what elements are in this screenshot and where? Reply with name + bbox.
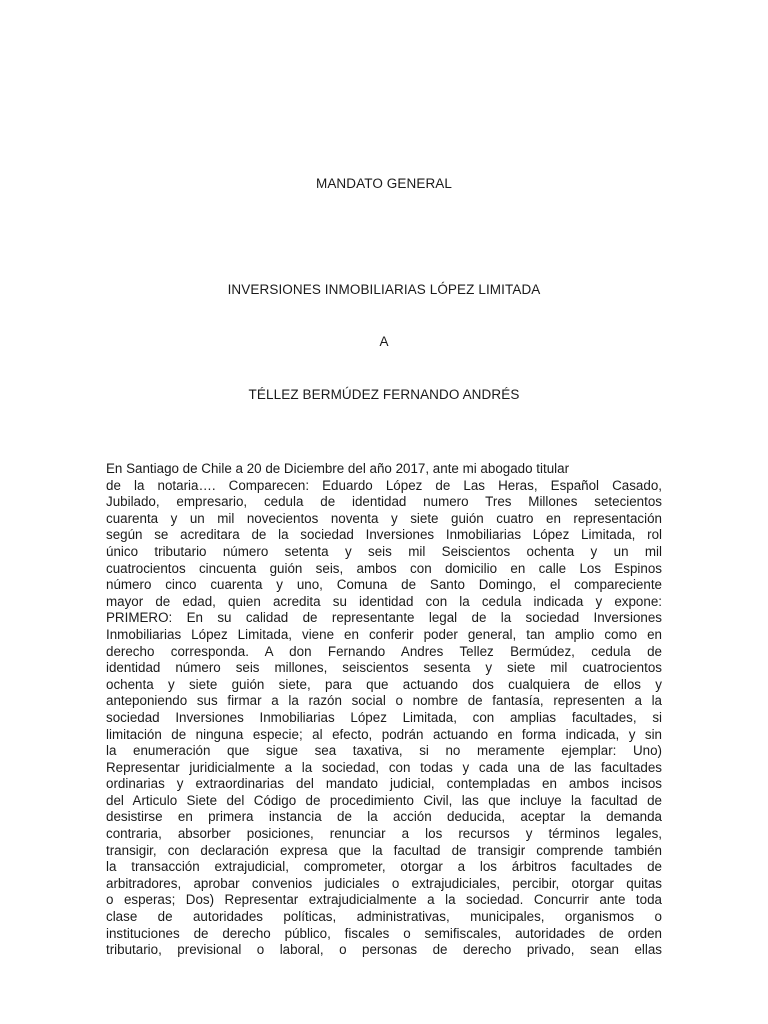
body-line: Jubilado, empresario, cedula de identidad numero Tres Millones setecientos — [106, 494, 662, 510]
body-line: cuatrocientos cincuenta guión seis, ambos con domicilio en calle Los Espinos — [106, 560, 662, 576]
body-line: limitación de ninguna especie; al efecto, podrán actuando en forma indicada, y sin — [106, 726, 662, 742]
body-line: la enumeración que sigue sea taxativa, si no meramente ejemplar: Uno) — [106, 743, 662, 759]
body-line: la transacción extrajudicial, comprometer, otorgar a los árbitros facultades de — [106, 859, 662, 875]
body-line: PRIMERO: En su calidad de representante legal de la sociedad Inversiones — [106, 610, 662, 626]
body-line: transigir, con declaración expresa que la facultad de transigir comprende también — [106, 842, 662, 858]
body-paragraph — [106, 461, 662, 959]
conjunction: A — [379, 334, 389, 349]
body-line: según se acreditara de la sociedad Inversiones Inmobiliarias López Limitada, rol — [106, 527, 662, 543]
body-line: tributario, previsional o laboral, o personas de derecho privado, sean ellas — [106, 942, 662, 958]
body-line: contraria, absorber posiciones, renunciar a los recursos y términos legales, — [106, 826, 662, 842]
body-line: o esperas; Dos) Representar extrajudicialmente a la sociedad. Concurrir ante toda — [106, 892, 662, 908]
body-line: identidad número seis millones, seiscientos sesenta y siete mil cuatrocientos — [106, 660, 662, 676]
body-line: del Articulo Siete del Código de procedimiento Civil, las que incluye la facultad de — [106, 792, 662, 808]
agent-name: TÉLLEZ BERMÚDEZ FERNANDO ANDRÉS — [248, 387, 520, 402]
body-line: anteponiendo sus firmar a la razón social o nombre de fantasía, representen a la — [106, 693, 662, 709]
body-line: Inmobiliarias López Limitada, viene en conferir poder general, tan amplio como en — [106, 626, 662, 642]
document-title: MANDATO GENERAL — [315, 176, 453, 191]
body-line: instituciones de derecho público, fiscales o semifiscales, autoridades de orden — [106, 925, 662, 941]
body-line: mayor de edad, quien acredita su identidad con la cedula indicada y expone: — [106, 593, 662, 609]
body-line: Representar juridicialmente a la sociedad, con todas y cada una de las facultades — [106, 759, 662, 775]
body-line: sociedad Inversiones Inmobiliarias López Limitada, con amplias facultades, si — [106, 709, 662, 725]
body-line: de la notaria…. Comparecen: Eduardo López de Las Heras, Español Casado, — [106, 477, 662, 493]
body-line: ordinarias y extraordinarias del mandato judicial, contempladas en ambos incisos — [106, 776, 662, 792]
body-line: número cinco cuarenta y uno, Comuna de Santo Domingo, el compareciente — [106, 577, 662, 593]
body-line: arbitradores, aprobar convenios judiciales o extrajudiciales, percibir, otorgar quitas — [106, 875, 662, 891]
body-line: cuarenta y un mil novecientos noventa y siete guión cuatro en representación — [106, 510, 662, 526]
grantor-company: INVERSIONES INMOBILIARIAS LÓPEZ LIMITADA — [227, 282, 541, 297]
body-line: En Santiago de Chile a 20 de Diciembre del año 2017, ante mi abogado titular — [106, 461, 570, 476]
body-line: ochenta y siete guión siete, para que actuando dos cualquiera de ellos y — [106, 676, 662, 692]
body-line: único tributario número setenta y seis mil Seiscientos ochenta y un mil — [106, 543, 662, 559]
body-line: clase de autoridades políticas, administrativas, municipales, organismos o — [106, 909, 662, 925]
body-line: derecho corresponda. A don Fernando Andres Tellez Bermúdez, cedula de — [106, 643, 662, 659]
body-line: desistirse en primera instancia de la acción deducida, aceptar la demanda — [106, 809, 662, 825]
